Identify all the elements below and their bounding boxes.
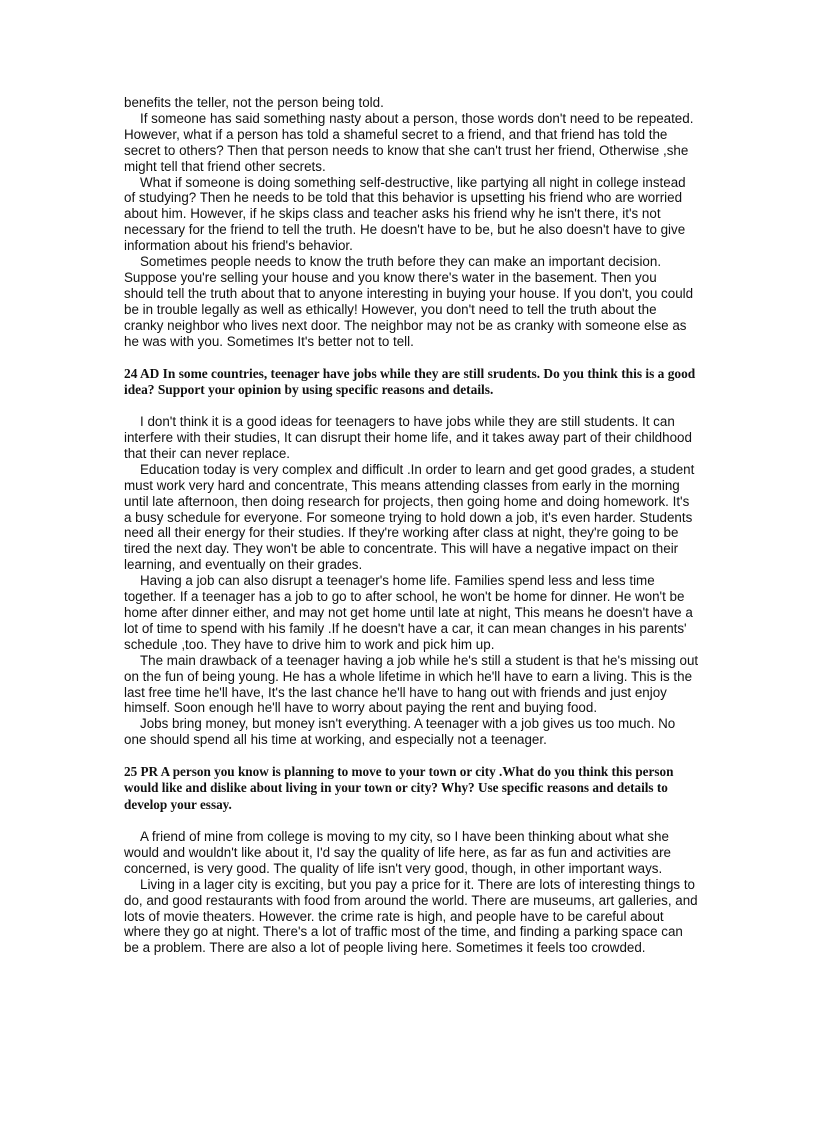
paragraph: A friend of mine from college is moving to my city, so I have been thinking about what she would and wouldn't like about it, I'd say the quality of life here, as far as fun and activities are concerned, is very good. The quality of life isn't very good, though, in other important ways. [124,829,672,876]
paragraph: benefits the teller, not the person being told. [124,95,384,110]
document-page [124,95,699,956]
paragraph: The main drawback of a teenager having a job while he's still a student is that he's missing out on the fun of being young. He has a whole lifetime in which he'll have to earn a living. This is the last free time he'll have, It's the last chance he'll have to hang out with friends and just enjoy himself. Soon enough he'll have to worry about paying the rent and buying food. [124,652,699,716]
essay-heading-25: 25 PR A person you know is planning to move to your town or city .What do you think this person would like and dislike about living in your town or city? Why? Use specific reasons and details to develop your essay. [124,764,674,812]
paragraph: Having a job can also disrupt a teenager's home life. Families spend less and less time together. If a teenager has a job to go to after school, he won't be home for dinner. He won't be home after dinner either, and may not get home until late at night, This means he doesn't have a lot of time to spend with his family .If he doesn't have a car, it can mean changes in his parents' schedule ,too. They have to drive him to work and pick him up. [124,573,693,652]
paragraph: Education today is very complex and difficult .In order to learn and get good grades, a student must work very hard and concentrate, This means attending classes from early in the morning until late afternoon, then doing research for projects, then going home and doing homework. It's a busy schedule for everyone. For someone trying to hold down a job, it's even harder. Students need all their energy for their studies. If they're working after class at night, they're going to be tired the next day. They won't be able to concentrate. This will have a negative impact on their learning, and eventually on their grades. [124,461,695,573]
paragraph: Living in a lager city is exciting, but you pay a price for it. There are lots of interesting things to do, and good restaurants with food from around the world. There are museums, art galleries, and lots of movie theaters. However. the crime rate is high, and people have to be careful about where they go at night. There's a lot of traffic most of the time, and finding a parking space can be a problem. There are also a lot of people living here. Sometimes it feels too crowded. [124,876,698,956]
paragraph: I don't think it is a good ideas for teenagers to have jobs while they are still students. It can interfere with their studies, It can disrupt their home life, and it takes away part of their childhood that their can never replace. [124,414,692,461]
paragraph: If someone has said something nasty about a person, those words don't need to be repeated. However, what if a person has told a shameful secret to a friend, and that friend has told the secret to others? Then that person needs to know that she can't trust her friend, Otherwise ,she might tell that friend other secrets. [124,110,694,174]
paragraph: Sometimes people needs to know the truth before they can make an important decision. Suppose you're selling your house and you know there's water in the basement. Then you should tell the truth about that to anyone interesting in buying your house. If you don't, you could be in trouble legally as well as ethically! However, you don't need to tell the truth about the cranky neighbor who lives next door. The neighbor may not be as cranky with someone else as he was with you. Sometimes It's better not to tell. [124,254,694,349]
essay-heading-24: 24 AD In some countries, teenager have jobs while they are still srudents. Do you think this is a good idea? Support your opinion by using specific reasons and details. [124,365,696,397]
paragraph: What if someone is doing something self-destructive, like partying all night in college instead of studying? Then he needs to be told that this behavior is upsetting his friend who are worried about him. However, if he skips class and teacher asks his friend why he isn't there, it's not necessary for the friend to tell the truth. He doesn't have to be, but he also doesn't have to give information about his friend's behavior. [124,174,686,254]
paragraph: Jobs bring money, but money isn't everything. A teenager with a job gives us too much. No one should spend all his time at working, and especially not a teenager. [124,716,676,748]
